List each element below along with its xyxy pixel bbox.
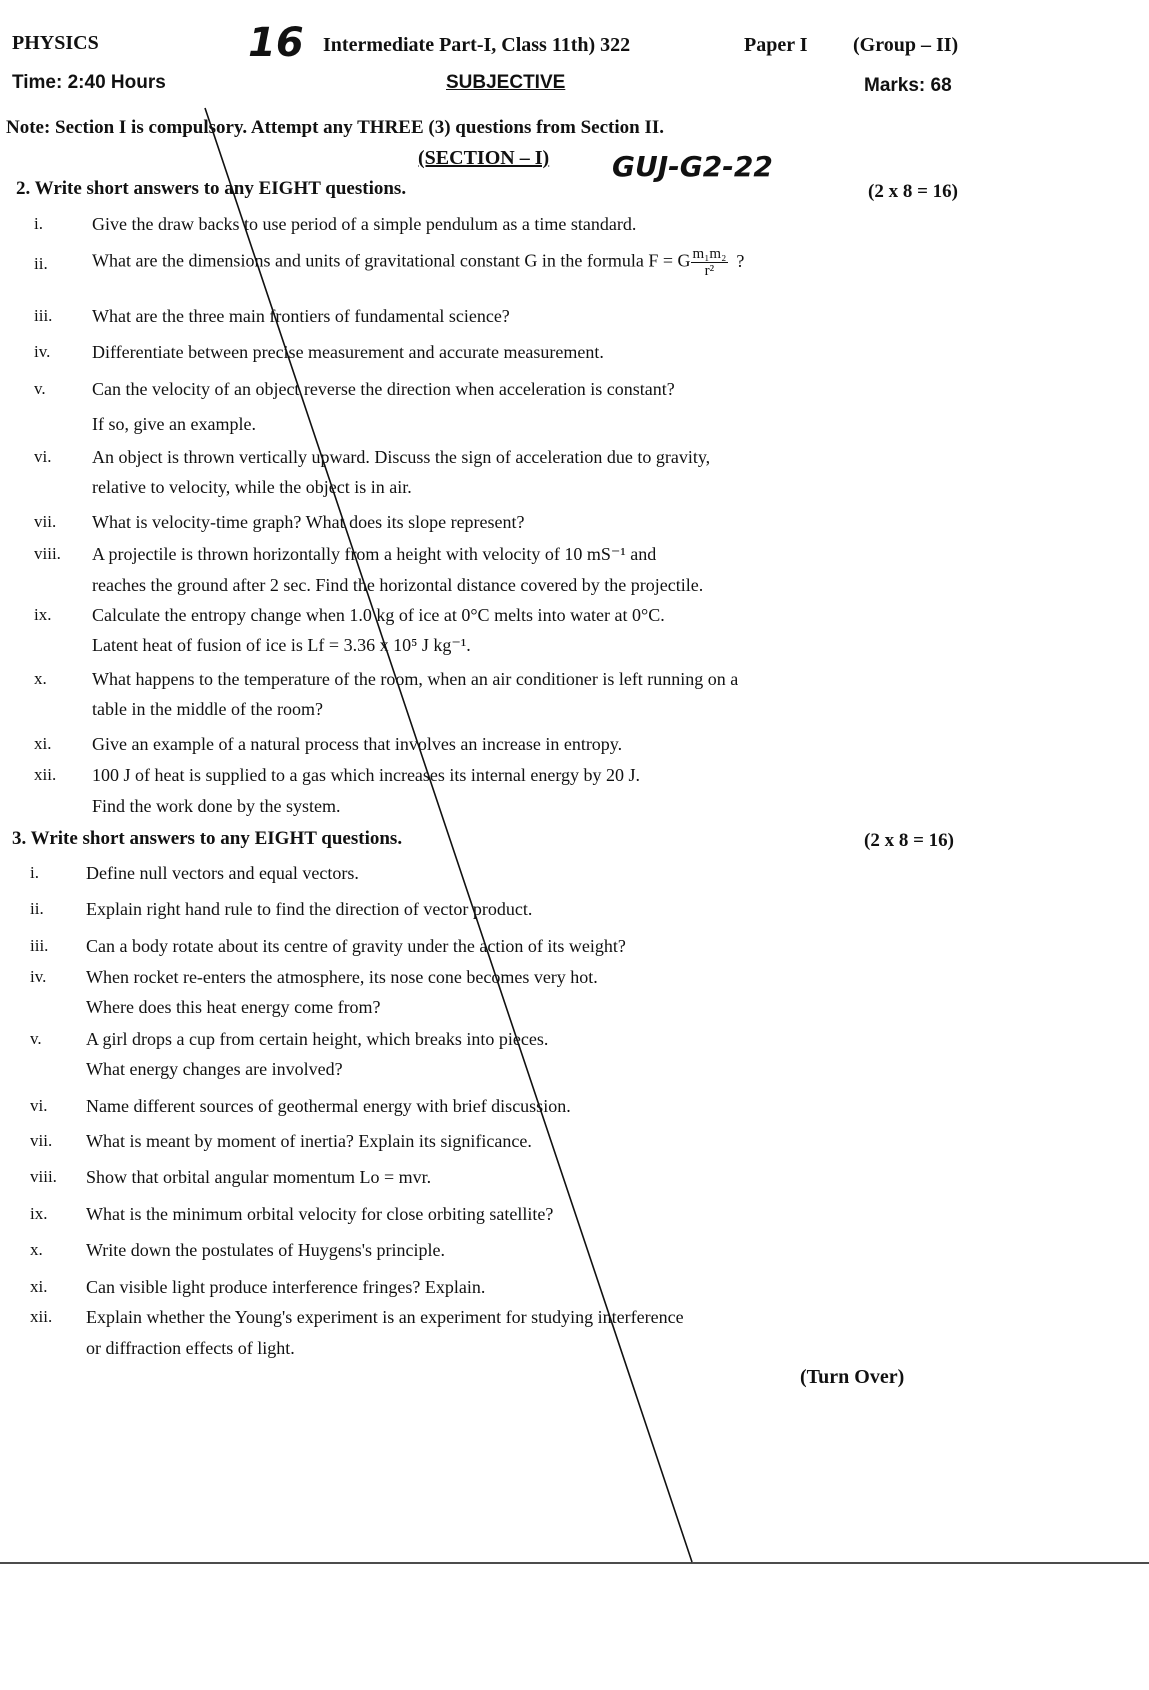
q2-marks: (2 x 8 = 16) xyxy=(868,181,958,202)
time-label: Time: 2:40 Hours xyxy=(12,72,166,93)
paper-type: SUBJECTIVE xyxy=(446,72,566,93)
subject-label: PHYSICS xyxy=(12,32,99,54)
question-number: ix. xyxy=(30,1204,48,1223)
q2-heading: 2. Write short answers to any EIGHT questions. xyxy=(16,178,407,199)
question-text: Calculate the entropy change when 1.0 kg of ice at 0°C melts into water at 0°C. xyxy=(92,605,665,625)
question-number: i. xyxy=(34,214,43,233)
question-text: table in the middle of the room? xyxy=(92,699,323,719)
q3-item-4-line xyxy=(86,997,381,1018)
question-text: Latent heat of fusion of ice is Lf = 3.36 x 10⁵ J kg⁻¹. xyxy=(92,635,471,655)
question-number: v. xyxy=(30,1029,42,1048)
q3-item-9-line xyxy=(86,1204,553,1225)
question-text: What is the minimum orbital velocity for close orbiting satellite? xyxy=(86,1204,554,1224)
fraction-numerator: m₁m₂ xyxy=(692,246,727,262)
question-number: xii. xyxy=(34,765,57,784)
question-text: Where does this heat energy come from? xyxy=(86,997,381,1017)
question-text: What are the dimensions and units of gravitational constant G in the formula F = G xyxy=(92,250,691,271)
question-number: vii. xyxy=(30,1131,53,1150)
question-number: x. xyxy=(30,1240,43,1259)
formula-tail: ? xyxy=(736,250,745,271)
question-text: Differentiate between precise measurement and accurate measurement. xyxy=(92,342,604,362)
question-text: relative to velocity, while the object is in air. xyxy=(92,477,412,497)
q3-item-3-line xyxy=(86,936,626,957)
q3-item-5-line xyxy=(86,1059,343,1080)
question-number: iv. xyxy=(34,342,51,361)
q2-item-9-line xyxy=(92,635,471,656)
question-text: If so, give an example. xyxy=(92,414,256,434)
q2-item-6-line xyxy=(92,477,412,498)
question-text: A projectile is thrown horizontally from a height with velocity of 10 mS⁻¹ and xyxy=(92,544,657,564)
question-text: What happens to the temperature of the room, when an air conditioner is left running on a xyxy=(92,669,739,689)
question-number: vi. xyxy=(30,1096,48,1115)
group-label: (Group – II) xyxy=(853,34,959,56)
paper-label: Paper I xyxy=(744,34,808,56)
exam-title: Intermediate Part-I, Class 11th) 322 xyxy=(323,34,631,56)
q3-item-5-line xyxy=(86,1029,548,1050)
question-text: Can the velocity of an object reverse the direction when acceleration is constant? xyxy=(92,379,675,399)
question-number: iii. xyxy=(34,306,53,325)
question-number: vi. xyxy=(34,447,52,466)
q3-item-4-line xyxy=(86,967,598,988)
q2-item-11-line xyxy=(92,734,622,755)
question-number: xi. xyxy=(30,1277,48,1296)
q3-item-8-line xyxy=(86,1167,431,1188)
q2-item-8-line xyxy=(92,575,703,596)
section-title: (SECTION – I) xyxy=(418,147,550,169)
question-text: What are the three main frontiers of fundamental science? xyxy=(92,306,510,326)
question-text: What is velocity-time graph? What does its slope represent? xyxy=(92,512,525,532)
q3-item-11-line xyxy=(86,1277,485,1298)
question-text: reaches the ground after 2 sec. Find the horizontal distance covered by the projectile. xyxy=(92,575,704,595)
q2-item-1-line xyxy=(92,214,636,235)
question-text: Give the draw backs to use period of a simple pendulum as a time standard. xyxy=(92,214,637,234)
q3-item-10-line xyxy=(86,1240,445,1261)
handwritten-code: GUJ-G2-22 xyxy=(612,150,773,183)
q2-item-8-line xyxy=(92,544,656,565)
question-number: viii. xyxy=(30,1167,57,1186)
q3-item-6-line xyxy=(86,1096,571,1117)
q2-item-2-line xyxy=(92,246,744,279)
question-text: When rocket re-enters the atmosphere, its nose cone becomes very hot. xyxy=(86,967,598,987)
q3-item-12-line xyxy=(86,1307,684,1328)
turn-over-label: (Turn Over) xyxy=(800,1366,905,1388)
question-text: Can a body rotate about its centre of gravity under the action of its weight? xyxy=(86,936,626,956)
q3-heading: 3. Write short answers to any EIGHT questions. xyxy=(12,828,403,849)
question-number: x. xyxy=(34,669,47,688)
marks-label: Marks: 68 xyxy=(864,75,952,96)
q3-marks: (2 x 8 = 16) xyxy=(864,830,954,851)
question-text: 100 J of heat is supplied to a gas which increases its internal energy by 20 J. xyxy=(92,765,641,785)
question-text: A girl drops a cup from certain height, which breaks into pieces. xyxy=(86,1029,549,1049)
question-text: An object is thrown vertically upward. Discuss the sign of acceleration due to gravity, xyxy=(92,447,711,467)
q2-item-5-line xyxy=(92,414,256,435)
question-text: Explain whether the Young's experiment is an experiment for studying interference xyxy=(86,1307,684,1327)
question-text: What energy changes are involved? xyxy=(86,1059,343,1079)
formula-fraction xyxy=(691,246,729,279)
q3-item-1-line xyxy=(86,863,359,884)
q2-item-3-line xyxy=(92,306,510,327)
q2-item-12-line xyxy=(92,765,640,786)
question-number: i. xyxy=(30,863,39,882)
question-text: Explain right hand rule to find the direction of vector product. xyxy=(86,899,533,919)
question-text: Show that orbital angular momentum Lo = mvr. xyxy=(86,1167,432,1187)
question-text: Give an example of a natural process that involves an increase in entropy. xyxy=(92,734,623,754)
q2-item-10-line xyxy=(92,669,738,690)
q2-item-12-line xyxy=(92,796,340,817)
question-number: iii. xyxy=(30,936,49,955)
q2-item-9-line xyxy=(92,605,665,626)
q2-item-10-line xyxy=(92,699,323,720)
q2-item-7-line xyxy=(92,512,525,533)
question-number: vii. xyxy=(34,512,57,531)
note-text: Note: Section I is compulsory. Attempt any THREE (3) questions from Section II. xyxy=(6,117,664,138)
question-text: What is meant by moment of inertia? Explain its significance. xyxy=(86,1131,532,1151)
question-text: Write down the postulates of Huygens's principle. xyxy=(86,1240,445,1260)
question-text: Define null vectors and equal vectors. xyxy=(86,863,359,883)
question-number: ix. xyxy=(34,605,52,624)
question-number: viii. xyxy=(34,544,61,563)
fraction-denominator: r² xyxy=(704,263,715,279)
question-text: or diffraction effects of light. xyxy=(86,1338,295,1358)
question-number: xii. xyxy=(30,1307,53,1326)
handwritten-mark: 16 xyxy=(248,20,304,66)
question-number: xi. xyxy=(34,734,52,753)
question-number: ii. xyxy=(34,254,48,273)
q2-item-6-line xyxy=(92,447,710,468)
question-number: v. xyxy=(34,379,46,398)
q3-item-7-line xyxy=(86,1131,532,1152)
q3-item-12-line xyxy=(86,1338,295,1359)
q2-item-5-line xyxy=(92,379,675,400)
q3-item-2-line xyxy=(86,899,532,920)
q2-item-4-line xyxy=(92,342,604,363)
question-text: Can visible light produce interference fringes? Explain. xyxy=(86,1277,486,1297)
question-number: ii. xyxy=(30,899,44,918)
question-text: Find the work done by the system. xyxy=(92,796,341,816)
question-number: iv. xyxy=(30,967,47,986)
question-text: Name different sources of geothermal energy with brief discussion. xyxy=(86,1096,571,1116)
